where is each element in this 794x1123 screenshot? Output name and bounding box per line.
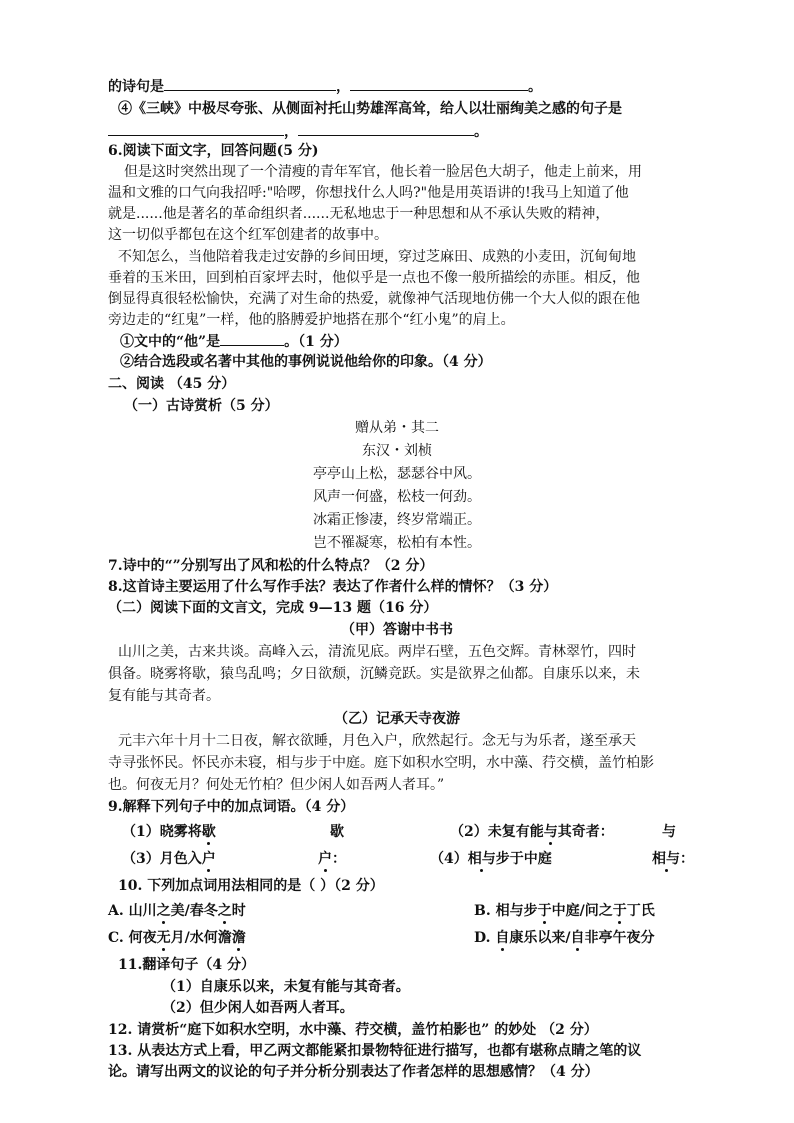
passage-line: 元丰六年十月十二日夜，解衣欲睡，月色入户，欣然起行。念无与为乐者，遂至承天	[118, 733, 636, 749]
item-4-answer-line: ， 。	[108, 121, 488, 142]
passage-line: 也。何夜无月？何处无竹柏？但少闲人如吾两人者耳。”	[108, 777, 445, 793]
q9-item-1-word: 歇	[330, 824, 344, 840]
section-2-title: 二、阅读 （45 分）	[108, 376, 236, 392]
q9-item-2-word: 与	[662, 824, 676, 840]
question-6-sub-2: ②结合选段或名著中其他的事例说说他给你的印象。（4 分）	[120, 354, 492, 370]
poem-line: 岂不罹凝寒，松柏有本性。	[313, 535, 481, 551]
question-11-title: 11.翻译句子（4 分）	[118, 957, 255, 973]
q9-item-3: （3）月色入户	[122, 851, 216, 867]
question-13-line-1: 13. 从表达方式上看，甲乙两文都能紧扣景物特征进行描写，也都有堪称点睛之笔的议	[108, 1043, 642, 1059]
passage-line: 但是这时突然出现了一个清瘦的青年军官，他长着一脸居色大胡子，他走上前来，用	[124, 164, 642, 180]
poem-line: 冰霜正惨凄，终岁常端正。	[313, 512, 481, 528]
passage-line: 垂着的玉米田，回到柏百家坪去时，他似乎是一点也不像一般所描绘的赤匪。相反，他	[108, 270, 640, 286]
passage-line: 寺寻张怀民。怀民亦未寝，相与步于中庭。庭下如积水空明，水中藻、荇交横，盖竹柏影	[108, 755, 654, 771]
answer-blank[interactable]	[164, 76, 336, 91]
question-10-title: 10. 下列加点词用法相同的是（ ）（2 分）	[118, 878, 384, 894]
passage-line: 山川之美，古来共谈。高峰入云，清流见底。两岸石壁，五色交辉。青林翠竹，四时	[118, 644, 636, 660]
passage-line: 就是......他是著名的革命组织者......无私地忠于一种思想和从不承认失败的精神，	[108, 206, 610, 222]
part-1-title: （一）古诗赏析（5 分）	[124, 398, 279, 414]
answer-blank[interactable]	[298, 121, 474, 136]
passage-line: 复有能与其奇者。	[108, 688, 220, 704]
passage-line: 这一切似乎都包在这个红军创建者的故事中。	[108, 227, 388, 243]
part-2-title: （二）阅读下面的文言文，完成 9—13 题（16 分）	[108, 600, 438, 616]
q11-sentence-1: （1）自康乐以来，未复有能与其奇者。	[162, 979, 410, 995]
poem-sentence-line-1: 的诗句是 ， 。	[108, 76, 542, 97]
item-4-prompt: ④《三峡》中极尽夸张、从侧面衬托山势雄浑高耸，给人以壮丽绚美之感的句子是	[118, 101, 622, 117]
q9-item-2: （2）未复有能与其奇者：	[450, 824, 614, 840]
q9-item-1: （1）晓雾将歇	[122, 824, 216, 840]
question-6-sub-1: ①文中的“他”是 。（1 分）	[120, 331, 348, 352]
passage-line: 俱备。晓雾将歇，猿鸟乱鸣；夕日欲颓，沉鳞竞跃。实是欲界之仙都。自康乐以来，未	[108, 666, 640, 682]
passage-line: 温和文雅的口气向我招呼:"哈啰，你想找什么人吗?"他是用英语讲的!我马上知道了他	[108, 185, 629, 201]
question-9-title: 9.解释下列句子中的加点词语。（4 分）	[108, 799, 355, 815]
question-6-title: 6.阅读下面文字，回答问题(5 分)	[108, 143, 319, 159]
passage-line: 倒显得真很轻松愉快，充满了对生命的热爱，就像神气活现地仿佛一个大人似的跟在他	[108, 291, 640, 307]
passage-jia-title: （甲）答谢中书书	[341, 622, 453, 638]
passage-line: 旁边走的“红鬼”一样，他的胳膊爱护地搭在那个“红小鬼”的肩上。	[108, 312, 515, 328]
answer-blank[interactable]	[220, 331, 284, 346]
answer-blank[interactable]	[108, 121, 284, 136]
q10-option-d[interactable]: D. 自康乐以来/自非亭午夜分	[474, 930, 655, 946]
question-13-line-2: 论。请写出两文的议论的句子并分析分别表达了作者怎样的思想感情？（4 分）	[108, 1064, 599, 1080]
poem-line: 风声一何盛，松枝一何劲。	[313, 489, 481, 505]
q9-item-4-word: 相与：	[652, 851, 694, 867]
question-7: 7.诗中的“”分别写出了风和松的什么特点？（2 分）	[108, 558, 434, 574]
passage-yi-title: （乙）记承天寺夜游	[334, 711, 460, 727]
question-8: 8.这首诗主要运用了什么写作手法？表达了作者什么样的情怀？（3 分）	[108, 579, 558, 595]
q10-option-b[interactable]: B. 相与步于中庭/问之于丁氏	[474, 903, 655, 919]
passage-line: 不知怎么，当他陪着我走过安静的乡间田埂，穿过芝麻田、成熟的小麦田，沉甸甸地	[118, 249, 636, 265]
q11-sentence-2: （2）但少闲人如吾两人者耳。	[162, 1000, 354, 1016]
question-12: 12. 请赏析“庭下如积水空明，水中藻、荇交横，盖竹柏影也” 的妙处 （2 分）	[108, 1022, 598, 1038]
poem-line: 亭亭山上松，瑟瑟谷中风。	[313, 466, 481, 482]
poem-title: 赠从弟・其二	[355, 420, 439, 436]
answer-blank[interactable]	[350, 76, 528, 91]
q10-option-a[interactable]: A. 山川之美/春冬之时	[108, 903, 246, 919]
poem-author: 东汉・刘桢	[362, 443, 432, 459]
q9-item-3-word: 户：	[318, 851, 346, 867]
q10-option-c[interactable]: C. 何夜无月/水何澹澹	[108, 930, 246, 946]
q9-item-4: （4）相与步于中庭	[430, 851, 552, 867]
